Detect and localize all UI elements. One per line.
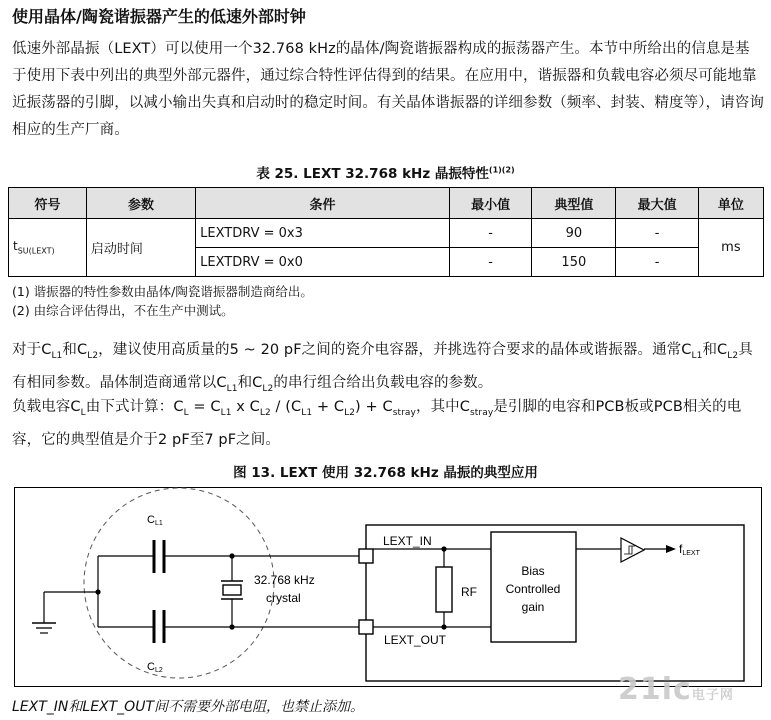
table-row [9,219,764,248]
subscript: L1 [691,350,703,361]
table-caption [0,162,771,182]
text-run: 是引脚的电容和PCB板或PCB相关的电容，它的典型值是介于2 pF至7 pF之间。 [12,399,742,448]
subscript: L [183,407,189,418]
text-run: ，其中C [415,399,470,415]
min-cell: - [449,219,531,248]
text-run: 负载电容C [12,399,81,415]
subscript: L2 [344,407,356,418]
footer-note: LEXT_IN和LEXT_OUT间不需要外部电阻，也禁止添加。 [12,699,364,715]
unit-cell: ms [698,219,763,277]
text-run: ，建议使用高质量的5 ~ 20 pF之间的瓷介电容器，并挑选符合要求的晶体或谐振器。通常C [98,342,692,358]
rf-label: RF [461,585,477,599]
bias-label-3: gain [521,600,545,614]
text-run: / (C [270,399,302,415]
crystal-type-label: crystal [266,591,301,605]
pin-out-label: LEXT_OUT [384,633,447,647]
text-run: 具有相同参数。晶体制造商通常以C [12,342,753,391]
symbol-sub: SU(LEXT) [17,246,55,256]
text-run: = C [188,399,221,415]
subscript: L2 [259,407,271,418]
text-run: 的串行组合给出负载电容的参数。 [273,374,493,391]
subscript: L2 [87,350,99,361]
max-cell: - [616,248,698,277]
cl2-label: CL2 [147,661,163,674]
capacitor-paragraph [12,337,764,403]
subscript: L1 [226,383,238,394]
table-caption-text: 表 25. LEXT 32.768 kHz 晶振特性 [256,166,489,182]
crystal-icon [221,581,243,599]
pin-lext-in [359,549,373,563]
external-components-boundary [84,488,274,678]
resistor-rf-icon [436,567,452,612]
text-run: 对于C [12,342,52,358]
typ-cell: 90 [532,219,616,248]
lext-circuit-diagram [14,487,762,687]
header-symbol: 符号 [9,188,87,219]
subscript: stray [392,407,416,418]
header-parameter: 参数 [86,188,195,219]
header-condition: 条件 [196,188,450,219]
capacitor-cl2-icon [154,610,164,643]
symbol-cell [9,219,87,277]
condition-cell: LEXTDRV = 0x3 [196,219,450,248]
watermark-main: 21ic [618,672,692,707]
table-note-2: (2) 由综合评估得出，不在生产中测试。 [12,303,234,318]
bias-label-2: Controlled [505,582,561,596]
header-typ: 典型值 [532,188,616,219]
subscript: L1 [301,407,313,418]
typ-cell: 150 [532,248,616,277]
figure-caption: 图 13. LEXT 使用 32.768 kHz 晶振的典型应用 [233,465,538,481]
cl1-label: CL1 [147,514,163,527]
flext-label: fLEXT [679,542,700,557]
subscript: L1 [220,407,232,418]
output-arrow-icon [666,545,676,553]
ground-icon [32,592,56,633]
subscript: L [80,407,86,418]
table-note-1: (1) 谐振器的特性参数由晶体/陶瓷谐振器制造商给出。 [12,284,313,299]
pin-in-label: LEXT_IN [383,534,432,548]
text-run: ) + C [355,399,393,415]
schmitt-trigger-icon [621,538,644,562]
subscript: L2 [262,383,274,394]
max-cell: - [616,219,698,248]
crystal-characteristics-table [8,187,764,277]
subscript: L2 [727,350,739,361]
intro-paragraph: 低速外部晶振（LEXT）可以使用一个32.768 kHz的晶体/陶瓷谐振器构成的振荡器产生。本节中所给出的信息是基于使用下表中列出的典型外部元器件，通过综合特性评估得到的结果。在应用中，谐振器和负载电容必须尽可能地靠近振荡器的引脚，以减小输出失真和启动时的稳定时间。有关晶体谐振器的详细参数（频率、封装、精度等），请咨询相应的生产厂商。 [12,41,764,138]
text-run: 由下式计算：C [85,399,184,415]
condition-cell: LEXTDRV = 0x0 [196,248,450,277]
min-cell: - [449,248,531,277]
subscript: stray [470,407,494,418]
symbol-main: t [13,239,18,254]
text-run: x C [231,399,260,415]
load-capacitance-paragraph [12,394,764,454]
watermark-small: 电子网 [691,688,734,703]
text-run: 和C [62,342,88,358]
text-run: 和C [702,342,728,358]
crystal-frequency-label: 32.768 kHz [254,573,315,587]
header-min: 最小值 [449,188,531,219]
section-title: 使用晶体/陶瓷谐振器产生的低速外部时钟 [12,7,306,26]
table-caption-notes: (1)(2) [488,165,515,175]
parameter-cell: 启动时间 [86,219,195,277]
pin-lext-out [359,620,373,634]
header-max: 最大值 [616,188,698,219]
figure-frame [15,488,762,687]
table-header-row [9,188,764,219]
subscript: L1 [51,350,63,361]
site-watermark [618,672,734,707]
text-run: 和C [237,374,263,391]
header-unit: 单位 [698,188,763,219]
text-run: + C [312,399,345,415]
bias-label-1: Bias [521,564,545,578]
capacitor-cl1-icon [154,540,164,573]
